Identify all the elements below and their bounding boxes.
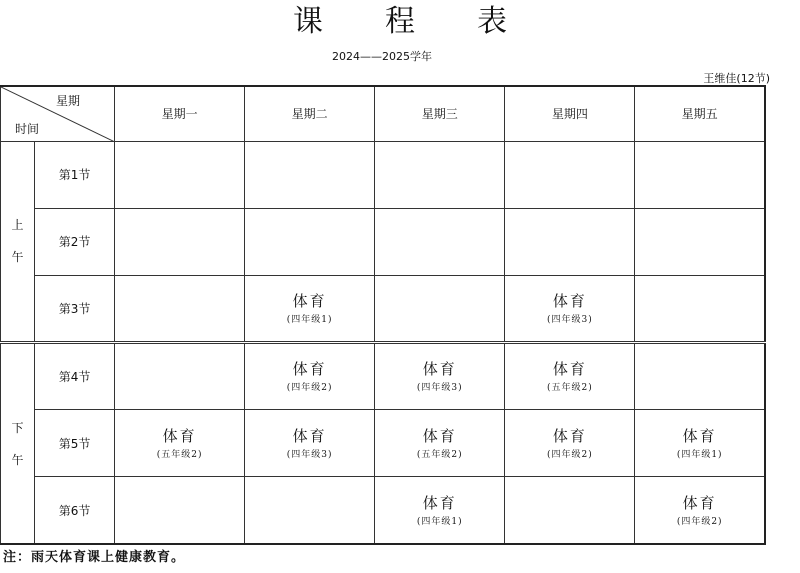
subject-name: 体育: [552, 291, 587, 310]
class-grade: (四年级1): [676, 449, 723, 460]
schedule-cell: [115, 208, 245, 275]
teacher-name: 王维佳(12节): [703, 72, 770, 85]
subject-name: 体育: [682, 493, 717, 512]
day-header: 星期四: [505, 86, 635, 141]
schedule-cell: [245, 275, 375, 342]
schedule-cell: [635, 477, 765, 544]
schedule-cell: [375, 208, 505, 275]
schedule-cell: [505, 477, 635, 544]
morning-label-char: 上: [11, 218, 24, 233]
schedule-cell: [505, 410, 635, 477]
header-row: [1, 86, 766, 141]
day-header: 星期二: [245, 86, 375, 141]
period-label: 第4节: [35, 343, 115, 410]
schedule-cell: [505, 208, 635, 275]
class-grade: (五年级2): [156, 449, 203, 460]
schedule-cell: [505, 141, 635, 208]
afternoon-label-char: 午: [11, 452, 24, 467]
subject-name: 体育: [552, 360, 587, 379]
schedule-cell: [245, 141, 375, 208]
subject-name: 体育: [292, 360, 327, 379]
page-title: 课程表: [293, 4, 569, 39]
schedule-table: [0, 85, 766, 545]
schedule-cell: [115, 275, 245, 342]
schedule-cell: [375, 141, 505, 208]
class-grade: (四年级1): [416, 516, 463, 527]
schedule-cell: [245, 208, 375, 275]
schedule-cell: [505, 275, 635, 342]
schedule-cell: [245, 343, 375, 410]
period-row: [1, 275, 766, 342]
schedule-cell: [635, 410, 765, 477]
school-year: 2024——2025学年: [332, 50, 432, 63]
period-row: [1, 343, 766, 410]
subject-name: 体育: [682, 426, 717, 445]
class-grade: (五年级2): [546, 383, 593, 394]
schedule-cell: [505, 343, 635, 410]
class-grade: (四年级2): [286, 383, 333, 394]
corner-cell: [1, 86, 115, 141]
subject-name: 体育: [422, 493, 457, 512]
class-grade: (四年级3): [546, 314, 593, 325]
morning-label-char: 午: [11, 250, 24, 265]
schedule-cell: [635, 208, 765, 275]
period-row: [1, 208, 766, 275]
subject-name: 体育: [292, 291, 327, 310]
subject-name: 体育: [422, 360, 457, 379]
afternoon-label-char: 下: [11, 420, 24, 435]
subject-name: 体育: [162, 426, 197, 445]
schedule-cell: [375, 410, 505, 477]
schedule-cell: [115, 477, 245, 544]
corner-bottom-label: 时间: [15, 121, 40, 136]
footnote: 注：雨天体育课上健康教育。: [3, 550, 186, 565]
period-label: 第6节: [35, 477, 115, 544]
subject-name: 体育: [292, 426, 327, 445]
period-label: 第5节: [35, 410, 115, 477]
class-grade: (五年级2): [416, 449, 463, 460]
schedule-cell: [375, 275, 505, 342]
day-header: 星期一: [115, 86, 245, 141]
period-label: 第2节: [35, 208, 115, 275]
schedule-cell: [375, 343, 505, 410]
class-grade: (四年级2): [676, 516, 723, 527]
corner-top-label: 星期: [56, 94, 81, 108]
schedule-cell: [245, 410, 375, 477]
class-grade: (四年级3): [416, 383, 463, 394]
schedule-cell: [635, 141, 765, 208]
period-row: [1, 410, 766, 477]
subject-name: 体育: [422, 426, 457, 445]
period-label: 第3节: [35, 275, 115, 342]
subject-name: 体育: [552, 426, 587, 445]
schedule-cell: [635, 275, 765, 342]
afternoon-label: [1, 343, 35, 544]
schedule-cell: [245, 477, 375, 544]
class-grade: (四年级3): [286, 449, 333, 460]
schedule-cell: [115, 410, 245, 477]
schedule-cell: [115, 141, 245, 208]
schedule-cell: [635, 343, 765, 410]
class-grade: (四年级1): [286, 314, 333, 325]
day-header: 星期三: [375, 86, 505, 141]
day-header: 星期五: [635, 86, 765, 141]
period-label: 第1节: [35, 141, 115, 208]
morning-label: [1, 141, 35, 342]
period-row: [1, 477, 766, 544]
class-grade: (四年级2): [546, 449, 593, 460]
period-row: [1, 141, 766, 208]
schedule-cell: [115, 343, 245, 410]
schedule-cell: [375, 477, 505, 544]
